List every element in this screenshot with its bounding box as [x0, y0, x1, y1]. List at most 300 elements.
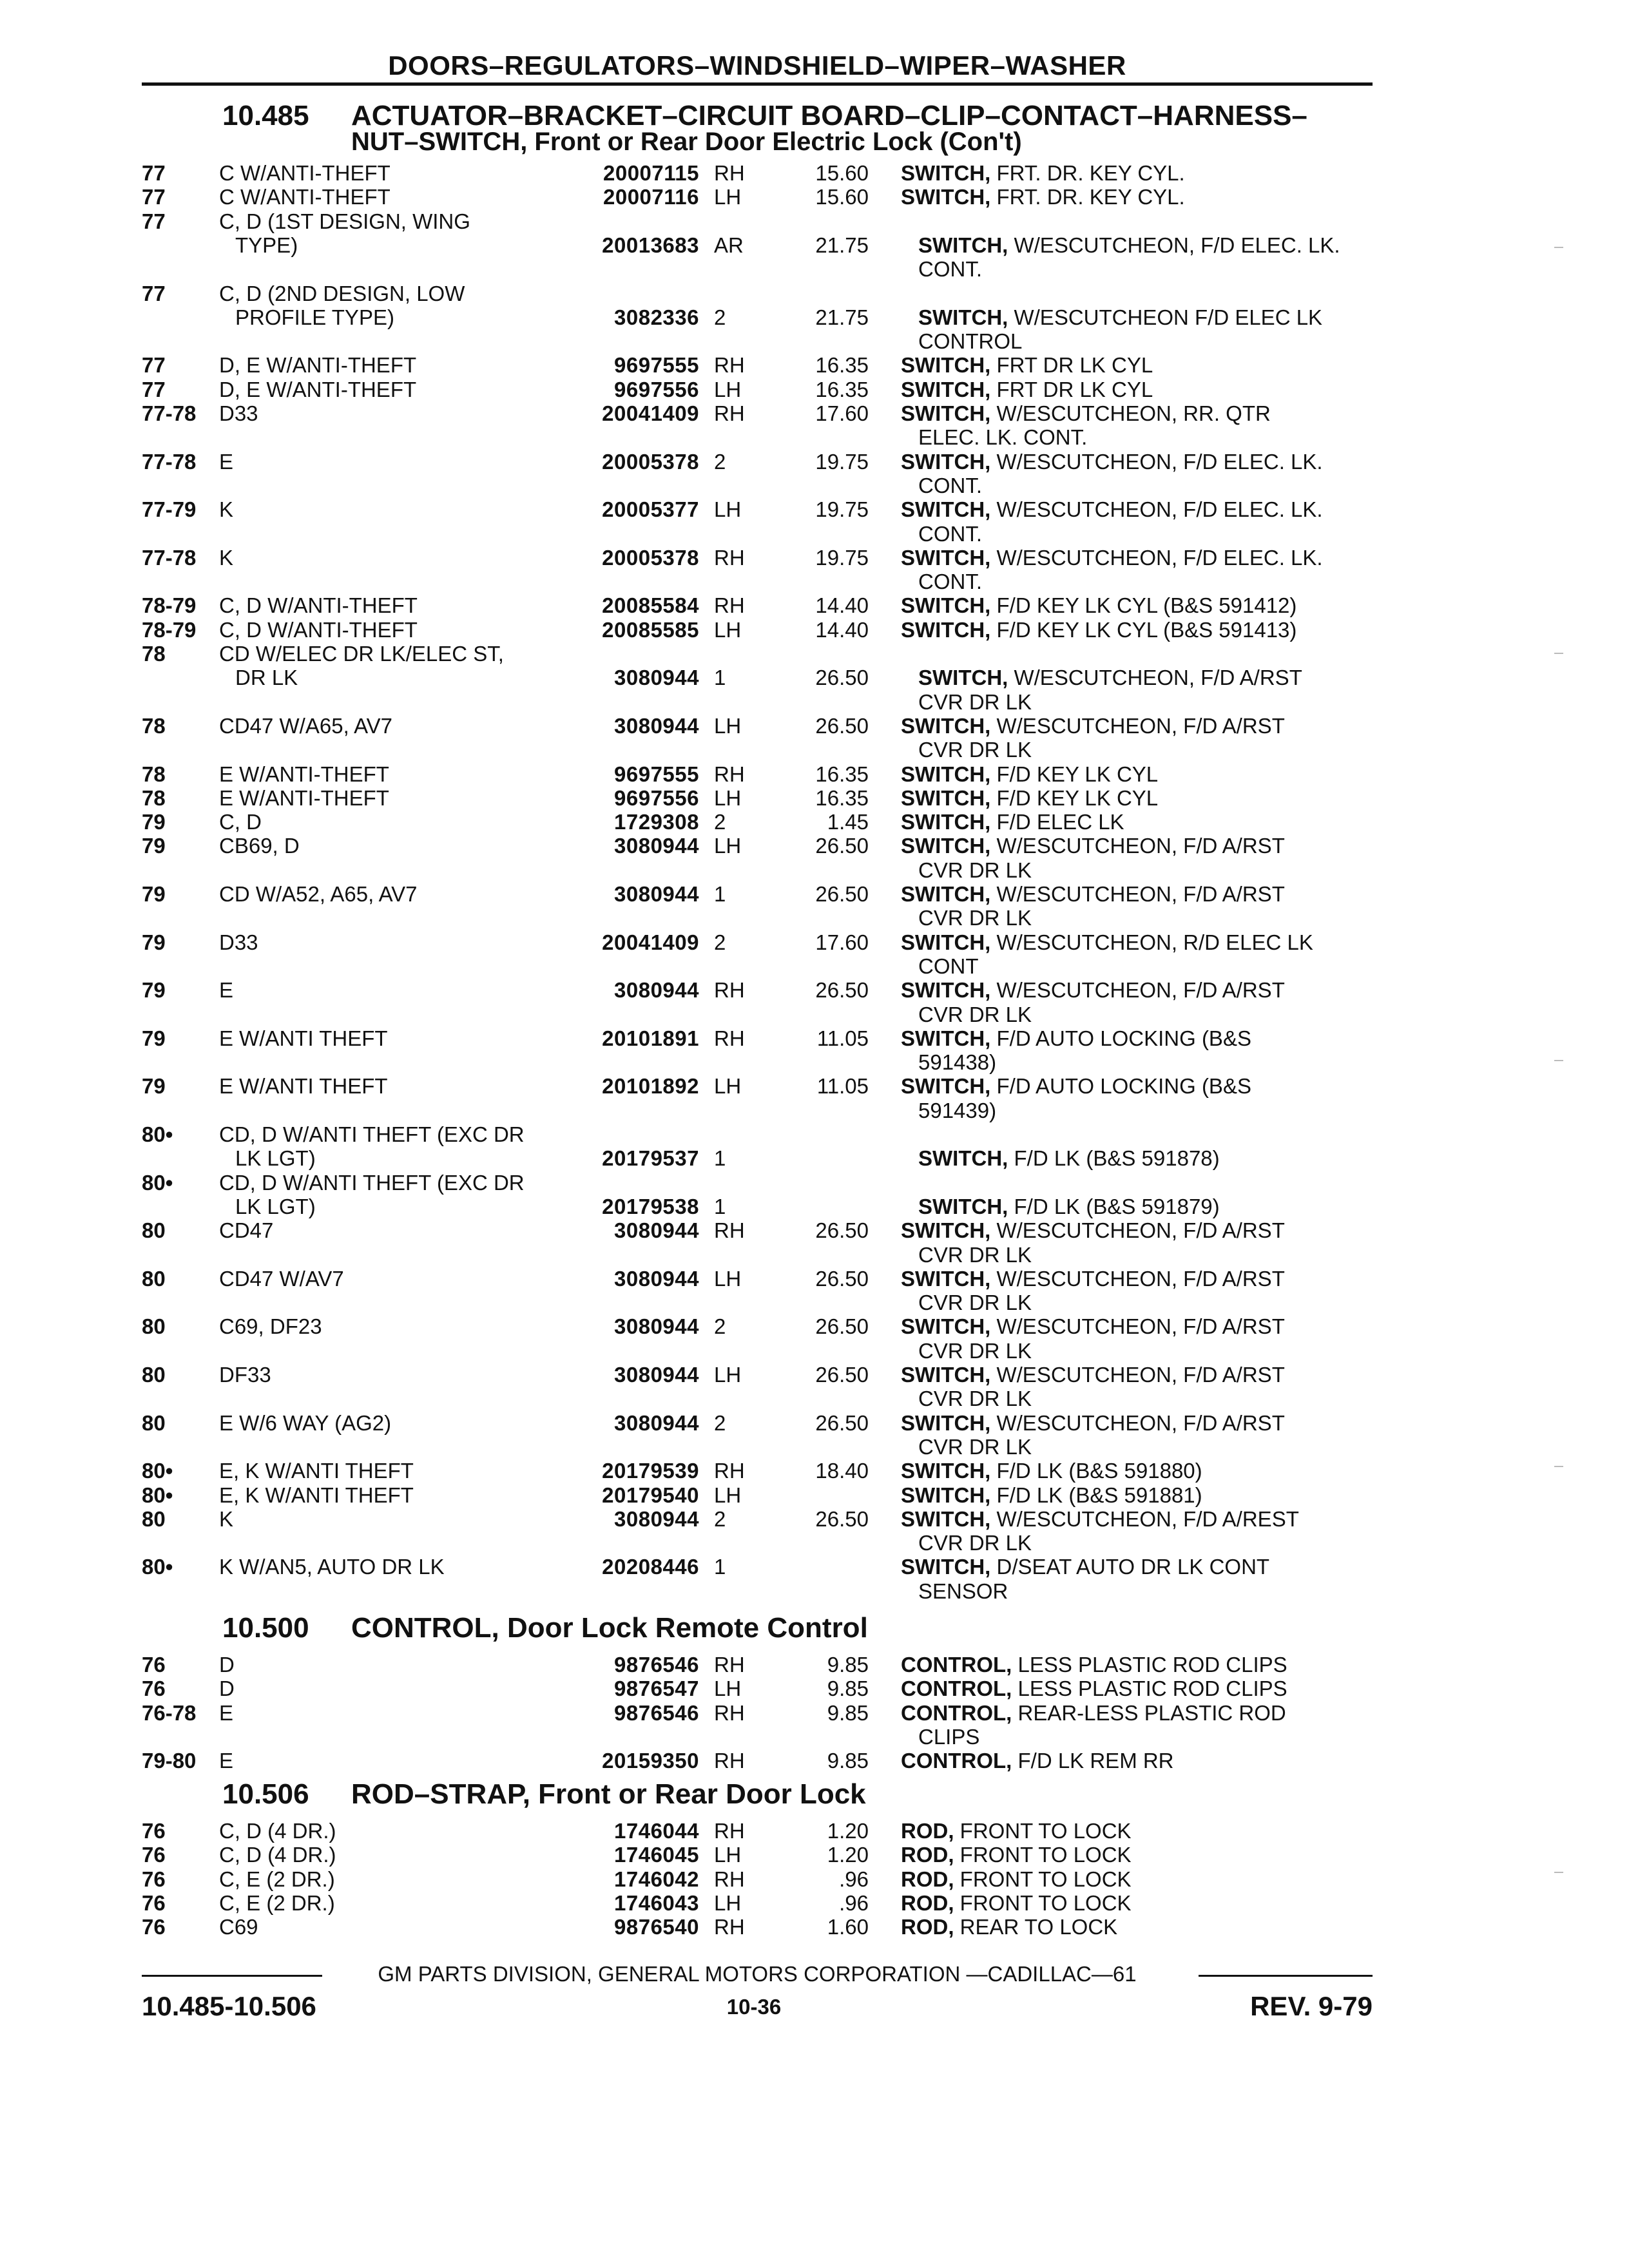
description-keyword: SWITCH, — [901, 1218, 991, 1243]
description-keyword: SWITCH, — [901, 834, 991, 858]
table-row — [0, 570, 1629, 594]
description-cell — [918, 522, 1365, 546]
table-row — [0, 1677, 1629, 1701]
part-number-cell: 1746043 — [614, 1890, 699, 1915]
year-cell: 78-79 — [142, 617, 197, 642]
description-text: FRONT TO LOCK — [954, 1843, 1132, 1867]
year-cell: 78 — [142, 642, 166, 666]
description-cell — [918, 1195, 1365, 1219]
description-cell — [918, 1579, 1365, 1604]
quantity-cell: LH — [714, 1363, 742, 1387]
table-row — [0, 1387, 1629, 1411]
description-cell — [918, 257, 1365, 282]
model-cell: E W/ANTI-THEFT — [219, 762, 389, 786]
quantity-cell: RH — [714, 161, 745, 185]
description-text: F/D AUTO LOCKING (B&S — [990, 1026, 1251, 1050]
quantity-cell: 2 — [714, 449, 726, 474]
description-text: W/ESCUTCHEON, F/D ELEC. LK. — [990, 449, 1323, 474]
year-cell: 80 — [142, 1410, 166, 1435]
quantity-cell: LH — [714, 785, 742, 810]
description-cell — [901, 1218, 1365, 1243]
description-text: CVR DR LK — [918, 1387, 1032, 1411]
table-row — [0, 1435, 1629, 1459]
table-row — [0, 1099, 1629, 1123]
part-number-cell: 20179538 — [602, 1194, 699, 1218]
table-row — [0, 618, 1629, 642]
table-row — [0, 1314, 1629, 1339]
title-rule — [142, 82, 1373, 86]
table-row — [0, 666, 1629, 690]
table-row — [0, 786, 1629, 811]
table-row — [0, 1459, 1629, 1483]
price-cell: 9.85 — [827, 1677, 869, 1701]
description-cell — [901, 714, 1365, 738]
year-cell: 79 — [142, 978, 166, 1003]
description-text: F/D KEY LK CYL (B&S 591413) — [990, 617, 1297, 642]
price-cell: 9.85 — [827, 1749, 869, 1773]
price-cell: 9.85 — [827, 1700, 869, 1725]
quantity-cell: 1 — [714, 1555, 726, 1579]
model-cell: C, D (1ST DESIGN, WING — [219, 209, 470, 233]
footer-section-range: 10.485-10.506 — [142, 1991, 316, 2021]
description-keyword: SWITCH, — [901, 882, 991, 906]
part-number-cell: 1746045 — [614, 1843, 699, 1867]
description-cell — [918, 1531, 1365, 1555]
year-cell: 80 — [142, 1363, 166, 1387]
year-cell: 76 — [142, 1843, 166, 1867]
price-cell: 19.75 — [815, 449, 869, 474]
model-cell: E — [219, 1700, 234, 1725]
description-cell — [918, 570, 1365, 594]
model-cell: E — [219, 978, 234, 1003]
table-row — [0, 1749, 1629, 1773]
description-cell — [918, 1146, 1365, 1171]
description-cell — [901, 1819, 1365, 1843]
description-text: F/D AUTO LOCKING (B&S — [990, 1074, 1251, 1099]
part-number-cell: 20007115 — [602, 161, 699, 185]
year-cell: 80• — [142, 1170, 173, 1195]
model-cell: E — [219, 449, 234, 474]
model-cell: K — [219, 1506, 234, 1531]
model-cell: PROFILE TYPE) — [235, 305, 394, 329]
model-cell: DR LK — [235, 666, 298, 690]
part-number-cell: 20085585 — [602, 617, 699, 642]
description-text: CONT. — [918, 473, 982, 497]
description-keyword: SWITCH, — [901, 1555, 991, 1579]
scan-mark — [1554, 1872, 1563, 1873]
table-row — [0, 1122, 1629, 1147]
price-cell: 26.50 — [815, 882, 869, 906]
description-cell — [901, 1891, 1365, 1916]
table-row — [0, 185, 1629, 209]
description-text: W/ESCUTCHEON, F/D A/RST — [990, 882, 1285, 906]
price-cell: 16.35 — [815, 377, 869, 401]
price-cell: 1.20 — [827, 1843, 869, 1867]
quantity-cell: RH — [714, 1218, 745, 1243]
table-row — [0, 474, 1629, 498]
description-text: W/ESCUTCHEON, F/D A/RST — [990, 1266, 1285, 1291]
description-keyword: SWITCH, — [918, 233, 1008, 257]
description-cell — [901, 161, 1365, 186]
description-text: CVR DR LK — [918, 1531, 1032, 1555]
model-cell: D, E W/ANTI-THEFT — [219, 377, 417, 401]
description-keyword: SWITCH, — [901, 762, 991, 786]
part-number-cell: 20159350 — [602, 1749, 699, 1773]
description-text: CVR DR LK — [918, 689, 1032, 714]
table-row — [0, 954, 1629, 979]
section-10485-header — [222, 102, 1307, 130]
price-cell: 15.60 — [815, 185, 869, 209]
part-number-cell: 3080944 — [614, 1363, 699, 1387]
description-cell — [918, 1099, 1365, 1123]
year-cell: 77-79 — [142, 497, 197, 522]
quantity-cell: LH — [714, 1074, 742, 1099]
description-keyword: SWITCH, — [901, 185, 991, 209]
part-number-cell: 3080944 — [614, 1266, 699, 1291]
quantity-cell: LH — [714, 497, 742, 522]
scan-mark — [1554, 247, 1563, 248]
table-row — [0, 1026, 1629, 1051]
part-number-cell: 20179539 — [602, 1459, 699, 1483]
part-number-cell: 20005378 — [602, 545, 699, 570]
description-cell — [901, 1677, 1365, 1701]
description-keyword: SWITCH, — [901, 1410, 991, 1435]
model-cell: C, E (2 DR.) — [219, 1890, 335, 1915]
table-row — [0, 1291, 1629, 1315]
description-text: CVR DR LK — [918, 1291, 1032, 1315]
table-row — [0, 762, 1629, 787]
description-text: FRONT TO LOCK — [954, 1819, 1132, 1843]
description-text: W/ESCUTCHEON, F/D A/RST — [990, 978, 1285, 1003]
quantity-cell: 1 — [714, 882, 726, 906]
table-row — [0, 1891, 1629, 1916]
year-cell: 79 — [142, 1074, 166, 1099]
description-keyword: ROD, — [901, 1867, 954, 1891]
quantity-cell: 1 — [714, 666, 726, 690]
description-text: ELEC. LK. CONT. — [918, 425, 1088, 450]
quantity-cell: RH — [714, 978, 745, 1003]
table-row — [0, 209, 1629, 234]
price-cell: 19.75 — [815, 545, 869, 570]
description-cell — [901, 1915, 1365, 1939]
price-cell: 11.05 — [816, 1026, 869, 1050]
model-cell: E W/ANTI-THEFT — [219, 785, 389, 810]
section-number: 10.485 — [222, 100, 309, 131]
description-cell — [901, 930, 1365, 955]
model-cell: CD47 W/AV7 — [219, 1266, 344, 1291]
table-row — [0, 1411, 1629, 1436]
description-cell — [918, 233, 1365, 258]
table-row — [0, 1243, 1629, 1267]
year-cell: 78 — [142, 713, 166, 738]
description-cell — [901, 1411, 1365, 1436]
table-row — [0, 1867, 1629, 1892]
price-cell: 14.40 — [815, 593, 869, 618]
quantity-cell: RH — [714, 1867, 745, 1891]
part-number-cell: 20179537 — [602, 1146, 699, 1171]
year-cell: 80 — [142, 1506, 166, 1531]
table-row — [0, 305, 1629, 330]
model-cell: E W/ANTI THEFT — [219, 1074, 388, 1099]
table-row — [0, 1507, 1629, 1532]
year-cell: 76 — [142, 1677, 166, 1701]
quantity-cell: RH — [714, 762, 745, 786]
description-cell — [918, 1050, 1365, 1075]
price-cell: 26.50 — [815, 1506, 869, 1531]
quantity-cell: RH — [714, 1915, 745, 1939]
description-keyword: ROD, — [901, 1915, 954, 1939]
table-row — [0, 497, 1629, 522]
table-row — [0, 233, 1629, 258]
description-text: F/D LK (B&S 591880) — [990, 1459, 1202, 1483]
description-keyword: SWITCH, — [901, 401, 991, 425]
description-keyword: SWITCH, — [901, 353, 991, 378]
description-keyword: SWITCH, — [918, 666, 1008, 690]
description-text: F/D KEY LK CYL — [990, 762, 1159, 786]
model-cell: C W/ANTI-THEFT — [219, 161, 390, 185]
part-number-cell: 3080944 — [614, 1506, 699, 1531]
table-row — [0, 1843, 1629, 1867]
description-text: W/ESCUTCHEON, F/D A/RST — [1008, 666, 1302, 690]
part-number-cell: 9876547 — [614, 1677, 699, 1701]
model-cell: D — [219, 1677, 235, 1701]
year-cell: 77-78 — [142, 545, 197, 570]
quantity-cell: RH — [714, 1459, 745, 1483]
part-number-cell: 1729308 — [614, 810, 699, 834]
description-text: LESS PLASTIC ROD CLIPS — [1012, 1653, 1287, 1677]
price-cell: 14.40 — [815, 617, 869, 642]
part-number-cell: 1746044 — [614, 1819, 699, 1843]
description-text: W/ESCUTCHEON, F/D A/RST — [990, 1410, 1285, 1435]
quantity-cell: RH — [714, 1700, 745, 1725]
model-cell: E, K W/ANTI THEFT — [219, 1459, 414, 1483]
model-cell: CD W/ELEC DR LK/ELEC ST, — [219, 642, 504, 666]
year-cell: 80 — [142, 1266, 166, 1291]
table-row — [0, 714, 1629, 738]
description-cell — [901, 1074, 1365, 1099]
quantity-cell: RH — [714, 1819, 745, 1843]
quantity-cell: RH — [714, 401, 745, 425]
scan-mark — [1554, 1060, 1563, 1061]
quantity-cell: 1 — [714, 1194, 726, 1218]
table-row — [0, 1339, 1629, 1363]
description-keyword: CONTROL, — [901, 1653, 1012, 1677]
description-text: F/D LK (B&S 591878) — [1008, 1146, 1220, 1171]
table-row — [0, 522, 1629, 546]
description-cell — [901, 1483, 1365, 1508]
description-text: CONT — [918, 954, 979, 978]
description-text: CONT. — [918, 570, 982, 594]
table-row — [0, 882, 1629, 907]
description-cell — [918, 690, 1365, 715]
description-text: CVR DR LK — [918, 1002, 1032, 1026]
year-cell: 79 — [142, 930, 166, 954]
quantity-cell: RH — [714, 353, 745, 378]
description-keyword: SWITCH, — [901, 810, 991, 834]
price-cell: 9.85 — [827, 1653, 869, 1677]
table-row — [0, 1003, 1629, 1027]
price-cell: 26.50 — [815, 1266, 869, 1291]
description-keyword: ROD, — [901, 1843, 954, 1867]
description-cell — [901, 593, 1365, 618]
price-cell: 21.75 — [815, 233, 869, 257]
description-text: FRT DR LK CYL — [990, 377, 1153, 401]
part-number-cell: 1746042 — [614, 1867, 699, 1891]
quantity-cell: AR — [714, 233, 744, 257]
description-cell — [901, 1267, 1365, 1291]
quantity-cell: LH — [714, 617, 742, 642]
year-cell: 77 — [142, 209, 166, 233]
year-cell: 77-78 — [142, 401, 197, 425]
description-keyword: SWITCH, — [901, 161, 991, 185]
description-keyword: SWITCH, — [901, 978, 991, 1003]
description-cell — [901, 978, 1365, 1003]
year-cell: 79 — [142, 810, 166, 834]
year-cell: 79 — [142, 1026, 166, 1050]
part-number-cell: 3080944 — [614, 834, 699, 858]
description-keyword: ROD, — [901, 1890, 954, 1915]
description-cell — [901, 353, 1365, 378]
description-text: W/ESCUTCHEON, F/D A/RST — [990, 1363, 1285, 1387]
description-cell — [901, 1459, 1365, 1483]
model-cell: CD47 — [219, 1218, 274, 1243]
year-cell: 76 — [142, 1819, 166, 1843]
price-cell: .96 — [839, 1890, 869, 1915]
table-row — [0, 1171, 1629, 1195]
price-cell: 26.50 — [815, 713, 869, 738]
description-keyword: SWITCH, — [901, 930, 991, 954]
description-keyword: CONTROL, — [901, 1700, 1012, 1725]
year-cell: 77-78 — [142, 449, 197, 474]
description-text: W/ESCUTCHEON F/D ELEC LK — [1008, 305, 1323, 329]
model-cell: C, D — [219, 810, 262, 834]
page-title: DOORS–REGULATORS–WINDSHIELD–WIPER–WASHER — [388, 50, 1126, 81]
description-cell — [901, 1701, 1365, 1725]
description-cell — [901, 378, 1365, 402]
table-row — [0, 546, 1629, 570]
description-text: CVR DR LK — [918, 1338, 1032, 1363]
price-cell: 1.45 — [827, 810, 869, 834]
section-10506-header — [222, 1780, 866, 1809]
description-cell — [901, 1749, 1365, 1773]
price-cell: 26.50 — [815, 978, 869, 1003]
quantity-cell: LH — [714, 1483, 742, 1507]
description-cell — [901, 786, 1365, 811]
description-cell — [901, 810, 1365, 834]
scan-mark — [1554, 653, 1563, 654]
model-cell: E W/ANTI THEFT — [219, 1026, 388, 1050]
description-text: CVR DR LK — [918, 738, 1032, 762]
model-cell: CD, D W/ANTI THEFT (EXC DR — [219, 1122, 525, 1146]
description-text: FRONT TO LOCK — [954, 1867, 1132, 1891]
description-text: CVR DR LK — [918, 906, 1032, 930]
part-number-cell: 9697555 — [614, 353, 699, 378]
table-row — [0, 353, 1629, 378]
description-cell — [901, 618, 1365, 642]
part-number-cell: 9876540 — [614, 1915, 699, 1939]
description-keyword: SWITCH, — [901, 785, 991, 810]
table-row — [0, 1218, 1629, 1243]
description-text: F/D ELEC LK — [990, 810, 1124, 834]
year-cell: 80• — [142, 1459, 173, 1483]
description-cell — [901, 1314, 1365, 1339]
description-text: FRT. DR. KEY CYL. — [990, 185, 1185, 209]
section-title-bold: ROD–STRAP, — [351, 1778, 530, 1810]
part-number-cell: 3080944 — [614, 882, 699, 906]
table-row — [0, 1050, 1629, 1075]
table-row — [0, 978, 1629, 1003]
description-text: REAR-LESS PLASTIC ROD — [1012, 1700, 1286, 1725]
part-number-cell: 20085584 — [602, 593, 699, 618]
table-row — [0, 282, 1629, 306]
section-title-rest: Front or Rear Door Lock — [530, 1778, 866, 1810]
description-text: 591438) — [918, 1050, 997, 1075]
description-text: CONT. — [918, 257, 982, 282]
price-cell: .96 — [839, 1867, 869, 1891]
description-keyword: SWITCH, — [901, 1506, 991, 1531]
description-text: FRT. DR. KEY CYL. — [990, 161, 1185, 185]
description-text: F/D LK REM RR — [1012, 1749, 1174, 1773]
table-row — [0, 401, 1629, 426]
quantity-cell: 2 — [714, 930, 726, 954]
section-number: 10.506 — [222, 1778, 309, 1810]
year-cell: 77 — [142, 281, 166, 305]
quantity-cell: RH — [714, 1653, 745, 1677]
model-cell: LK LGT) — [235, 1146, 316, 1171]
quantity-cell: RH — [714, 1749, 745, 1773]
part-number-cell: 20007116 — [602, 185, 699, 209]
price-cell: 26.50 — [815, 1410, 869, 1435]
description-text: W/ESCUTCHEON, F/D ELEC. LK. — [1008, 233, 1340, 257]
description-keyword: SWITCH, — [901, 1483, 991, 1507]
year-cell: 78 — [142, 762, 166, 786]
year-cell: 77 — [142, 185, 166, 209]
part-number-cell: 9697555 — [614, 762, 699, 786]
part-number-cell: 3082336 — [614, 305, 699, 329]
table-row — [0, 450, 1629, 474]
description-cell — [901, 1843, 1365, 1867]
year-cell: 79-80 — [142, 1749, 197, 1773]
table-row — [0, 593, 1629, 618]
quantity-cell: LH — [714, 713, 742, 738]
description-text: W/ESCUTCHEON, F/D A/RST — [990, 1314, 1285, 1339]
year-cell: 80• — [142, 1555, 173, 1579]
year-cell: 77 — [142, 353, 166, 378]
description-keyword: SWITCH, — [901, 1314, 991, 1339]
description-cell — [901, 1867, 1365, 1892]
description-text: F/D LK (B&S 591881) — [990, 1483, 1202, 1507]
model-cell: CB69, D — [219, 834, 300, 858]
description-cell — [901, 1026, 1365, 1051]
section-title-rest: Door Lock Remote Control — [499, 1612, 868, 1644]
description-cell — [918, 1387, 1365, 1411]
footer-revision: REV. 9-79 — [1250, 1991, 1373, 2021]
year-cell: 80• — [142, 1122, 173, 1146]
description-text: D/SEAT AUTO DR LK CONT — [990, 1555, 1270, 1579]
part-number-cell: 20101892 — [602, 1074, 699, 1099]
description-text: W/ESCUTCHEON, F/D A/RST — [990, 834, 1285, 858]
quantity-cell: 2 — [714, 1410, 726, 1435]
footer-publisher: GM PARTS DIVISION, GENERAL MOTORS CORPORATION —CADILLAC—61 — [378, 1962, 1137, 1986]
part-number-cell: 3080944 — [614, 978, 699, 1003]
table-row — [0, 642, 1629, 666]
quantity-cell: LH — [714, 1266, 742, 1291]
quantity-cell: 2 — [714, 1314, 726, 1339]
description-keyword: SWITCH, — [918, 1194, 1008, 1218]
description-text: CONT. — [918, 521, 982, 546]
part-number-cell: 20101891 — [602, 1026, 699, 1050]
year-cell: 77 — [142, 377, 166, 401]
